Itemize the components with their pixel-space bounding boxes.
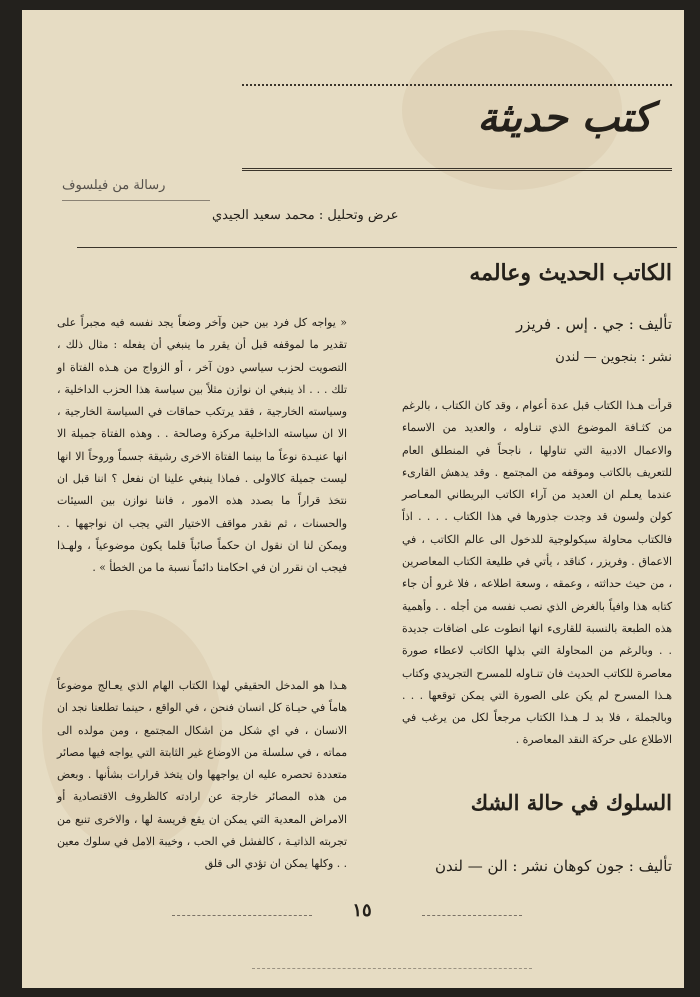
book1-publisher: نشر : بنجوين — لندن (555, 350, 672, 365)
footer-ornament-right (422, 915, 522, 916)
masthead-top-rule (242, 84, 672, 90)
book1-title: الكاتب الحديث وعالمه (469, 260, 672, 286)
masthead-title: كتب حديثة (477, 94, 652, 141)
book2-author-publisher: تأليف : جون كوهان نشر : الن — لندن (434, 857, 672, 875)
review-byline: عرض وتحليل : محمد سعيد الجيدي (212, 208, 399, 223)
book2-quote-paragraph: « يواجه كل فرد بين حين وآخر وضعاً يجد نفسه فيه مجبراً على تقدير ما لموقفه قبل أن يقرر ما ينبغي أن يفعله : مثال ذلك ، التصويت لحزب سياسي دون آخر ، أو الزواج من هـذه الفتاة او تلك . . . اذ ينبغي ان نوازن مثلاً بين سياسة هذا الحزب الداخلية ، وسياسته الخارجية ، فقد يرتكب حماقات في السياسة الخارجية ، الا ان سياسته الداخلية مركزة وصالحة . . وهذه الفتاة جميلة الا انها عنيـدة نوعاً ما بينما الفتاة الاخرى رشيقة جسماً وروحاً الا انها ليست جميلة كالاولى . فماذا ينبغي علينا ان نفعل ؟ اننا قبل ان نتخذ قراراً ما بصدد هذه الامور ، فاننا نوازن بين السيئات والحسنات ، ثم نقدر مواقف الاختيار التي يجب ان نواجهها . . ويمكن لنا ان نقول ان حكماً صائباً قلما يكون موضوعياً ، ولهـذا فيجب ان نقرر ان في احكامنا دائماً نسبة ما من الخطأ » . (57, 316, 347, 575)
magazine-page (22, 10, 684, 988)
footer-rule (252, 968, 532, 969)
footer-ornament-left (172, 915, 312, 916)
page-number: ١٥ (352, 900, 372, 921)
book2-title: السلوك في حالة الشك (470, 790, 672, 815)
book1-author: تأليف : جي . إس . فريزر (516, 315, 672, 333)
from-critic-underline (62, 200, 210, 201)
masthead-bottom-rule (242, 168, 672, 175)
book2-review-paragraph: هـذا هو المدخل الحقيقي لهذا الكتاب الهام الذي يعـالج موضوعاً هاماً في حيـاة كل انسان فنحن ، في الواقع ، حينما تطلعنا نجد ان الانسان ، في اي شكل من اشكال المجتمع ، ومن مولده الى مماته ، في سلسلة من الاوضاع غير الثابتة التي يواجه فيها مصائر متعددة تحصره عليه ان يواجهها وان يتخذ قرارات بشأنها . وبعض من هذه المصائر خارجة عن ارادته كالظروف الاقتصادية أو الامراض المعدية التي يمكن ان يقع فريسة لها ، والاخرى تنبع من تجربته الذاتيـة ، كالفشل في الحب ، وخيبة الامل في سلوك معين . . وكلها يمكن ان تؤدي الى قلق (57, 679, 347, 871)
from-critic-label: رسالة من فيلسوف (62, 178, 166, 193)
section-divider (77, 247, 677, 248)
book1-review-paragraph: قرأت هـذا الكتاب قبل عدة أعوام ، وقد كان الكتاب ، بالرغم من كثـافة الموضوع الذي تنـاوله ، والعديد من الاسماء والاعمال الادبية التي تناولها ، ناجحاً في المنطلق العام للتعريف بالكاتب وموقفه من المجتمع . وقد يدهش القارىء عندما يعـلم ان العديد من آراء الكاتب البريطاني المعـاصر كولن ولسون قد وجدت جذورها في هذا الكتاب . . . . اذاً فالكتاب محاولة سيكولوجية للدخول الى عالم الكاتب ، في الاعماق . وفريزر ، كناقد ، يأتي في طليعة الكتاب المعاصرين ، من حيث حداثته ، وعمقه ، وسعة اطلاعه ، فلا غرو أن جاء كتابه هذا وافياً بالغرض الذي نصب نفسه من أجله . . وأهمية هذه الطبعة بالنسبة للقارىء انها انطوت على اضافات جديدة . . وبالرغم من المحاولة التي بذلها الكاتب لاعطاء صورة معاصرة للكاتب الحديث فان تنـاوله للمسرح التجريدي وكتاب هـذا المسرح لم يكن على الصورة التي يمكن توقعها . . . وبالجملة ، فلا بد لـ هـذا الكتاب مرجعاً لكل من يرغب في الاطلاع على حركة النقد المعاصرة . (402, 399, 672, 747)
masthead (242, 82, 672, 192)
